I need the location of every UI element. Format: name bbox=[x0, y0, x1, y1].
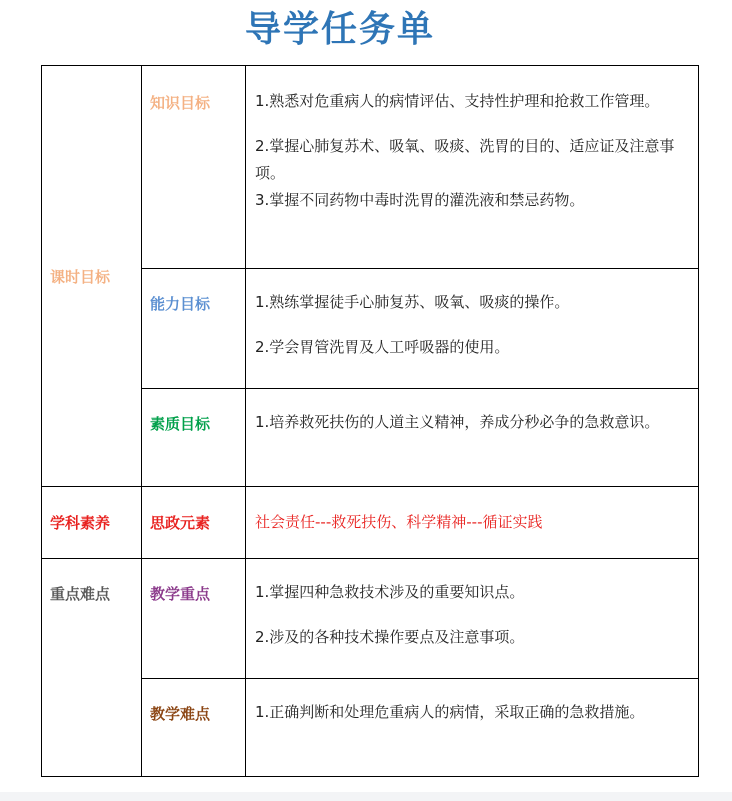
page-title: 导学任务单 bbox=[244, 9, 435, 50]
jiaoxue-zhongdian-content bbox=[246, 559, 699, 679]
list-item: 1.熟悉对危重病人的病情评估、支持性护理和抢救工作管理。 bbox=[255, 92, 660, 110]
list-item: 1.熟练掌握徒手心肺复苏、吸氧、吸痰的操作。 bbox=[255, 293, 570, 311]
nengli-mubiao-content bbox=[246, 269, 699, 389]
table-row bbox=[42, 66, 699, 269]
list-item: 2.学会胃管洗胃及人工呼吸器的使用。 bbox=[255, 338, 510, 356]
table-row bbox=[42, 559, 699, 679]
list-item: 1.掌握四种急救技术涉及的重要知识点。 bbox=[255, 583, 525, 601]
subcategory-jiaoxue-nandian: 教学难点 bbox=[142, 679, 246, 777]
list-item: 3.掌握不同药物中毒时洗胃的灌洗液和禁忌药物。 bbox=[255, 191, 585, 209]
table-row bbox=[42, 487, 699, 559]
zhishi-mubiao-content bbox=[246, 66, 699, 269]
sizheng-yuansu-content: 社会责任---救死扶伤、科学精神---循证实践 bbox=[246, 487, 699, 559]
category-zhongdian-nandian: 重点难点 bbox=[42, 559, 142, 777]
subcategory-zhishi-mubiao: 知识目标 bbox=[142, 66, 246, 269]
subcategory-nengli-mubiao: 能力目标 bbox=[142, 269, 246, 389]
guide-task-table bbox=[41, 65, 699, 777]
list-item: 1.培养救死扶伤的人道主义精神，养成分秒必争的急救意识。 bbox=[255, 413, 660, 431]
suzhi-mubiao-content bbox=[246, 389, 699, 487]
subcategory-sizheng-yuansu: 思政元素 bbox=[142, 487, 246, 559]
list-item: 2.涉及的各种技术操作要点及注意事项。 bbox=[255, 628, 525, 646]
category-xueke-suyang: 学科素养 bbox=[42, 487, 142, 559]
list-item: 1.正确判断和处理危重病人的病情，采取正确的急救措施。 bbox=[255, 703, 645, 721]
list-item: 2.掌握心肺复苏术、吸氧、吸痰、洗胃的目的、适应证及注意事项。 bbox=[255, 137, 675, 182]
subcategory-suzhi-mubiao: 素质目标 bbox=[142, 389, 246, 487]
jiaoxue-nandian-content bbox=[246, 679, 699, 777]
bottom-divider bbox=[0, 792, 732, 801]
category-keshi-mubiao: 课时目标 bbox=[42, 66, 142, 487]
subcategory-jiaoxue-zhongdian: 教学重点 bbox=[142, 559, 246, 679]
